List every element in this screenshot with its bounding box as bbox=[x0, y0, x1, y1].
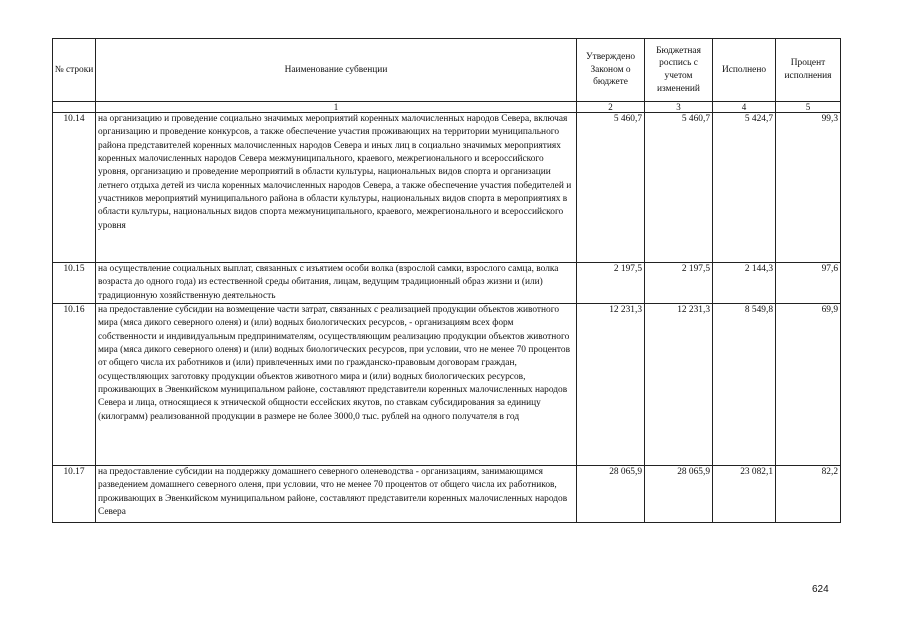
row-number: 10.16 bbox=[53, 304, 96, 466]
header-executed: Исполнено bbox=[713, 39, 776, 102]
header-subvention-name: Наименование субвенции bbox=[96, 39, 577, 102]
header-row bbox=[53, 39, 841, 102]
approved-value: 2 197,5 bbox=[577, 263, 645, 304]
table-header bbox=[53, 39, 841, 102]
budget-value: 2 197,5 bbox=[645, 263, 713, 304]
column-number-row bbox=[53, 102, 841, 113]
column-number bbox=[53, 102, 96, 113]
executed-value: 2 144,3 bbox=[713, 263, 776, 304]
page-number: 624 bbox=[812, 584, 829, 595]
column-number: 2 bbox=[577, 102, 645, 113]
header-row-number: № строки bbox=[53, 39, 96, 102]
table-row bbox=[53, 263, 841, 304]
executed-value: 23 082,1 bbox=[713, 466, 776, 523]
budget-value: 12 231,3 bbox=[645, 304, 713, 466]
approved-value: 5 460,7 bbox=[577, 113, 645, 263]
subvention-table bbox=[52, 38, 841, 523]
row-number: 10.14 bbox=[53, 113, 96, 263]
percent-value: 99,3 bbox=[776, 113, 841, 263]
approved-value: 12 231,3 bbox=[577, 304, 645, 466]
column-number: 4 bbox=[713, 102, 776, 113]
column-number: 5 bbox=[776, 102, 841, 113]
subvention-name: на организацию и проведение социально значимых мероприятий коренных малочисленных народов Севера, включая организацию и проведение конкурсов, а также обеспечение участия проживающих на территории муниципального района представителей коренных малочисленных народов Севера и иных лиц в социально значимых мероприятиях коренных малочисленных народов Севера межмуниципального, краевого, межрегионального и всероссийского уровня, организацию и проведение мероприятий в области культуры, национальных видов спорта и организации летнего отдыха детей из числа коренных малочисленных народов Севера, а также обеспечение участия победителей и участников мероприятий муниципального района в области культуры, национальных видов спорта в мероприятиях в области культуры, национальных видов спорта межмуниципального, краевого, межрегионального и всероссийского уровня bbox=[96, 113, 577, 263]
percent-value: 82,2 bbox=[776, 466, 841, 523]
executed-value: 8 549,8 bbox=[713, 304, 776, 466]
header-execution-percent: Процент исполнения bbox=[776, 39, 841, 102]
column-number: 3 bbox=[645, 102, 713, 113]
approved-value: 28 065,9 bbox=[577, 466, 645, 523]
subvention-name: на осуществление социальных выплат, связанных с изъятием особи волка (взрослой самки, взрослого самца, волка возраста до одного года) из естественной среды обитания, лицам, ведущим традиционный образ жизни и (или) традиционную хозяйственную деятельность bbox=[96, 263, 577, 304]
header-approved: Утверждено Законом о бюджете bbox=[577, 39, 645, 102]
budget-value: 5 460,7 bbox=[645, 113, 713, 263]
row-number: 10.17 bbox=[53, 466, 96, 523]
percent-value: 69,9 bbox=[776, 304, 841, 466]
row-number: 10.15 bbox=[53, 263, 96, 304]
table-row bbox=[53, 304, 841, 466]
column-number: 1 bbox=[96, 102, 577, 113]
executed-value: 5 424,7 bbox=[713, 113, 776, 263]
table-body bbox=[53, 102, 841, 523]
percent-value: 97,6 bbox=[776, 263, 841, 304]
header-budget-schedule: Бюджетная роспись с учетом изменений bbox=[645, 39, 713, 102]
table-row bbox=[53, 466, 841, 523]
table-row bbox=[53, 113, 841, 263]
budget-value: 28 065,9 bbox=[645, 466, 713, 523]
subvention-name: на предоставление субсидии на возмещение части затрат, связанных с реализацией продукции объектов животного мира (мяса дикого северного оленя) и (или) водных биологических ресурсов, - организациям всех форм собственности и индивидуальным предпринимателям, осуществляющим реализацию продукции объектов животного мира (мяса дикого северного оленя) и (или) водных биологических ресурсов, при условии, что не менее 70 процентов от общего числа их работников и (или) привлеченных ими по гражданско-правовым договорам граждан, осуществляющих заготовку продукции объектов животного мира и (или) водных биологических ресурсов, проживающих в Эвенкийском муниципальном районе, составляют представители коренных малочисленных народов Севера и лица, относящиеся к этнической общности ессейских якутов, по ставкам субсидирования за единицу (килограмм) реализованной продукции в размере не более 3000,0 тыс. рублей на одного получателя в год bbox=[96, 304, 577, 466]
subvention-name: на предоставление субсидии на поддержку домашнего северного оленеводства - организациям, занимающимся разведением домашнего северного оленя, при условии, что не менее 70 процентов от общего числа их работников, проживающих в Эвенкийском муниципальном районе, составляют представители коренных малочисленных народов Севера bbox=[96, 466, 577, 523]
